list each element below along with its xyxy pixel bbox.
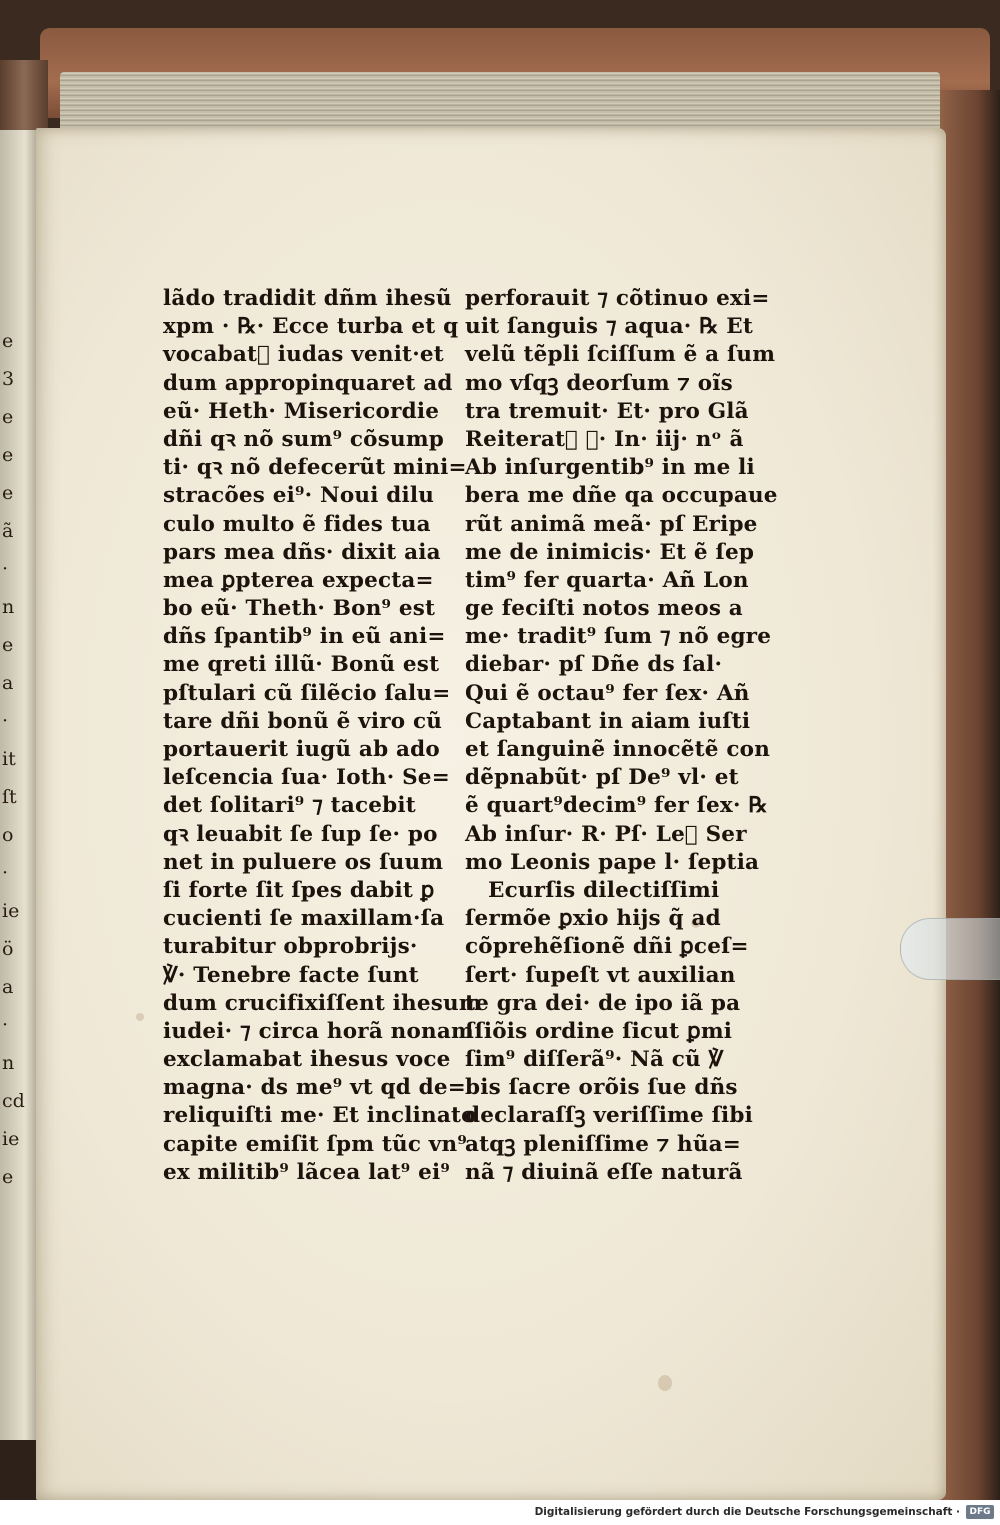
right-column-line: tra tremuit· Et· pro Glã: [465, 398, 749, 424]
left-column-line: exclamabat ihesus voce: [163, 1047, 451, 1073]
right-column-line: mo vſqꝫ deorſum ⁊ oĩs: [465, 370, 733, 396]
left-column-line: dñs ſpantib⁹ in eũ ani=: [163, 624, 446, 650]
left-column-line: bo eũ· Theth· Bon⁹ est: [163, 596, 436, 622]
left-column-line: dñi qꝛ nõ sum⁹ cõsump: [163, 426, 445, 452]
right-column-line: ſermõe ꝑxio hijs q̃ ad: [465, 906, 721, 932]
left-column-line: leſcencia ſua· Ioth· Se=: [163, 765, 450, 791]
left-column-line: me qreti illũ· Bonũ est: [163, 652, 440, 678]
left-column-line: pſtulari cũ ſilẽcio ſalu=: [163, 680, 451, 706]
left-column-line: eũ· Heth· Misericordie: [163, 398, 440, 424]
facing-page-fragment: ã: [2, 520, 14, 542]
facing-page-fragment: e: [2, 406, 14, 428]
left-column-line: mea ꝑpterea expecta=: [163, 567, 434, 593]
right-column-line: rũt animã meã· pſ Eripe: [465, 511, 758, 537]
facing-page-fragment: a: [2, 976, 14, 998]
dfg-logo-icon: DFG: [966, 1505, 994, 1519]
facing-page-fragment: ·: [2, 862, 9, 884]
left-column-line: culo multo ẽ fides tua: [163, 511, 431, 537]
left-column-line: ex militib⁹ lãcea lat⁹ ei⁹: [163, 1159, 450, 1185]
left-column-line: ℣· Tenebre facte ſunt: [163, 962, 419, 988]
facing-page-fragment: a: [2, 672, 14, 694]
facing-page-fragment: e: [2, 1166, 14, 1188]
right-column-line: perforauit ⁊ cõtinuo exi=: [465, 286, 770, 311]
plastic-page-marker: [900, 918, 1000, 980]
left-column-line: cucienti ſe maxillam·ſa: [163, 906, 445, 932]
left-column-line: iudei· ⁊ circa horã nonam: [163, 1018, 474, 1044]
facing-page-fragment: ie: [2, 1128, 20, 1150]
facing-page-fragment: it: [2, 748, 16, 770]
right-column-line: Ecurſis dilectiſſimi: [465, 877, 720, 903]
right-column-line: atqꝫ pleniſſime ⁊ hũa=: [465, 1131, 742, 1157]
right-column-line: me· tradit⁹ ſum ⁊ nõ egre: [465, 624, 772, 650]
left-column-line: capite emiſit ſpm tũc vn⁹: [163, 1131, 467, 1157]
right-column-line: diebar· pſ Dñe ds ſal·: [465, 652, 723, 678]
right-column-line: velũ tẽpli ſciſſum ẽ a ſum: [465, 342, 776, 368]
digitization-footer: [0, 1500, 1000, 1525]
paper-stain: [658, 1375, 672, 1391]
facing-page-fragment: 3: [2, 368, 15, 390]
right-column-line: Qui ẽ octau⁹ fer ſex· Añ: [465, 680, 750, 706]
left-column-line: dum appropinquaret ad: [163, 370, 453, 396]
facing-page-fragment: e: [2, 634, 14, 656]
right-column-line: Ab inſurgentib⁹ in me li: [465, 455, 755, 481]
text-column-left: [163, 285, 482, 1187]
right-column-line: declaraſſꝫ veriſſime ſibi: [465, 1103, 753, 1129]
right-column-line: ge feciſti notos meos a: [465, 596, 743, 622]
facing-page-fragment: ſt: [2, 786, 17, 808]
right-column-line: cõprehẽſionẽ dñi ꝑceſ=: [465, 934, 749, 960]
right-column-line: Captabant in aiam iuſti: [465, 708, 751, 734]
facing-page-fragment: ·: [2, 558, 9, 580]
right-column-line: mo Leonis pape l· ſeptia: [465, 849, 760, 875]
left-column-line: net in puluere os ſuum: [163, 849, 444, 875]
facing-page-edge: [0, 130, 36, 1440]
left-column-line: xpm · ℞· Ecce turba et q: [163, 314, 459, 340]
right-column-line: Ab inſur· R· Pſ· Le᷑ Ser: [465, 821, 747, 847]
left-column-line: ſi forte ſit ſpes dabit ꝑ: [163, 877, 435, 903]
facing-page-fragment: ö: [2, 938, 14, 960]
page-edges: [60, 72, 940, 132]
left-column-line: portauerit iugũ ab ado: [163, 737, 440, 762]
right-column-line: dẽpnabũt· pſ De⁹ vl· et: [465, 765, 739, 791]
facing-page-fragment: n: [2, 596, 15, 618]
left-column-line: reliquiſti me· Et inclinato: [163, 1103, 476, 1129]
facing-page-fragment: ie: [2, 900, 20, 922]
text-column-right: [465, 285, 778, 1187]
right-column-line: Reiterat᷑ ℣· In· iij· nᵒ ã: [465, 426, 744, 452]
right-column-line: et ſanguinẽ innocẽtẽ con: [465, 737, 771, 762]
facing-page-fragment: o: [2, 824, 14, 846]
right-column-line: ſim⁹ diſſerã⁹· Nã cũ ℣: [465, 1047, 724, 1073]
left-column-line: magna· ds me⁹ vt qd de=: [163, 1075, 466, 1101]
right-column-line: uit ſanguis ⁊ aqua· ℞ Et: [465, 314, 753, 340]
facing-page-fragment: e: [2, 330, 14, 352]
left-column-line: turabitur obprobrijs·: [163, 934, 418, 960]
right-column-line: nã ⁊ diuinã eſſe naturã: [465, 1159, 743, 1185]
right-column-line: tim⁹ fer quarta· Añ Lon: [465, 567, 749, 593]
left-column-line: lãdo tradidit dñm ihesũ: [163, 286, 452, 311]
paper-stain: [136, 1013, 144, 1021]
left-column-line: ti· qꝛ nõ defecerũt mini=: [163, 455, 467, 481]
right-column-line: bera me dñe qa occupaue: [465, 483, 778, 509]
left-column-line: qꝛ leuabit ſe ſup ſe· po: [163, 821, 438, 847]
left-column-line: dum crucifixiſſent ihesum: [163, 990, 482, 1016]
right-column-line: me de inimicis· Et ẽ ſep: [465, 539, 755, 565]
facing-page-fragment: e: [2, 482, 14, 504]
facing-page-fragment: ·: [2, 1014, 9, 1036]
right-column-line: ſſiõis ordine ſicut ꝑmi: [465, 1018, 733, 1044]
right-column-line: bis ſacre orõis ſue dñs: [465, 1075, 738, 1101]
right-column-line: te gra dei· de ipo iã pa: [465, 990, 741, 1016]
left-column-line: vocabat᷑ iudas venit·et: [163, 342, 444, 368]
facing-page-fragment: e: [2, 444, 14, 466]
left-column-line: tare dñi bonũ ẽ viro cũ: [163, 708, 443, 734]
left-column-line: stracões ei⁹· Noui dilu: [163, 483, 435, 509]
facing-page-fragment: ·: [2, 710, 9, 732]
facing-page-fragment: cd: [2, 1090, 25, 1112]
right-column-line: ſert· ſupeſt vt auxilian: [465, 962, 736, 988]
facing-page-fragment: n: [2, 1052, 15, 1074]
right-column-line: ẽ quart⁹decim⁹ fer ſex· ℞: [465, 793, 768, 819]
left-column-line: det ſolitari⁹ ⁊ tacebit: [163, 793, 416, 819]
funding-credit: Digitalisierung gefördert durch die Deutsche Forschungsgemeinschaft ·: [534, 1506, 960, 1518]
left-column-line: pars mea dñs· dixit aia: [163, 539, 441, 565]
